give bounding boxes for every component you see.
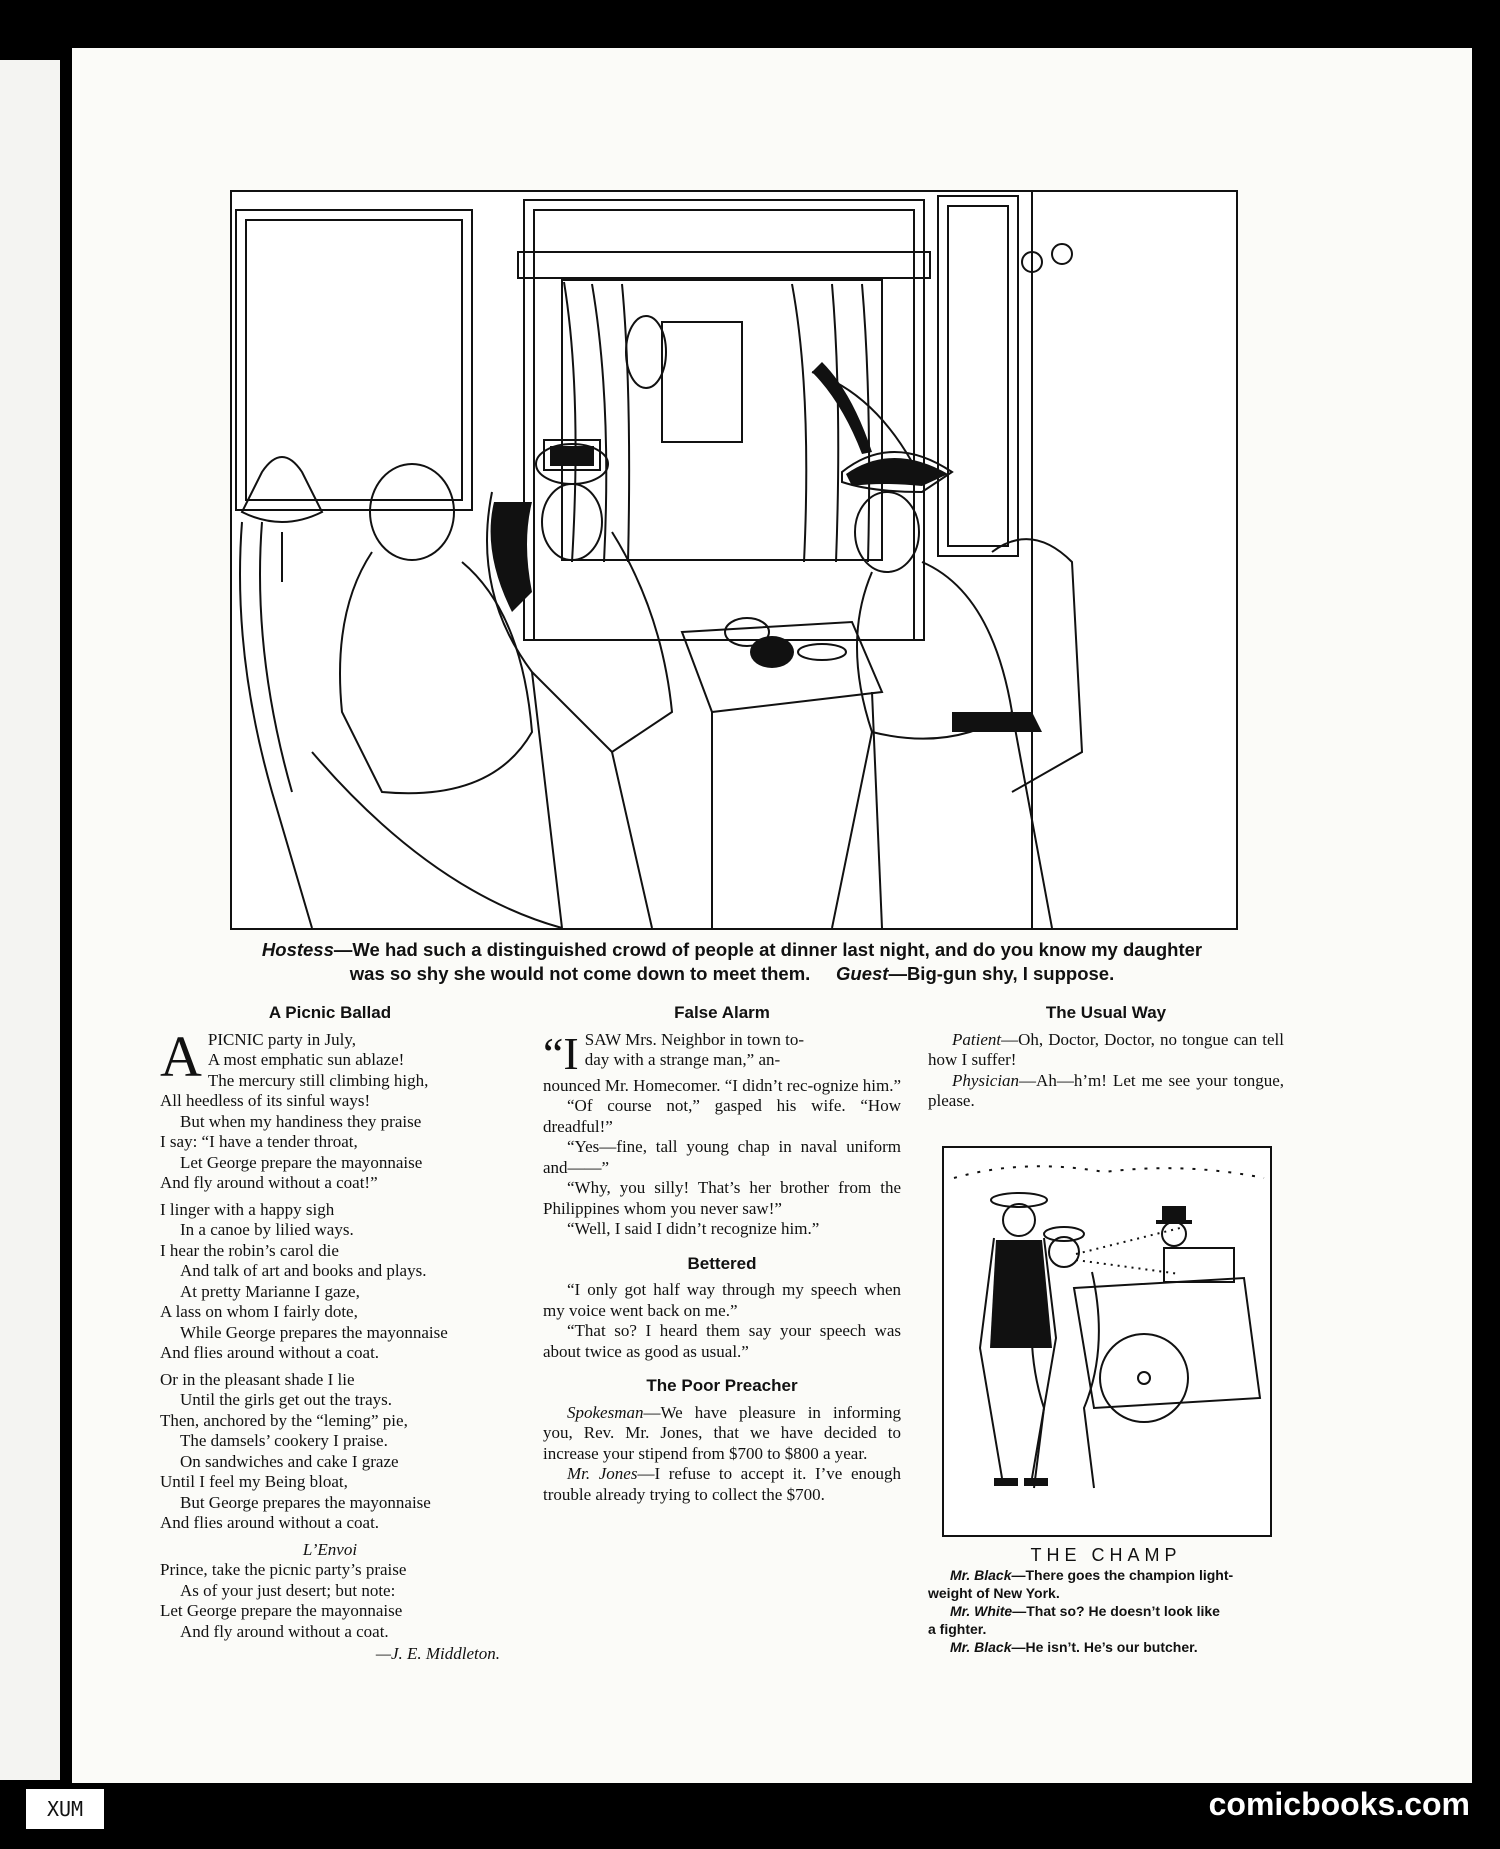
caption-hostess-line2: was so shy she would not come down to meet them.: [349, 963, 811, 984]
bettered-paragraph: “I only got half way through my speech when my voice went back on me.”: [543, 1280, 901, 1320]
ballad-line: As of your just desert; but note:: [180, 1580, 396, 1600]
false-alarm-line: SAW Mrs. Neighbor in town to-: [584, 1029, 805, 1049]
drawing-room-scene: [232, 192, 1236, 928]
ballad-line: And fly around without a coat.: [180, 1621, 389, 1641]
spokesman-text: —We have pleasure in informing you, Rev. Mr. Jones, that we have decided to increase your stipend from $700 to $800 a year.: [543, 1402, 901, 1463]
false-alarm-paragraph: “Well, I said I didn’t recognize him.”: [567, 1219, 820, 1238]
ballad-line: Let George prepare the mayonnaise: [180, 1152, 423, 1172]
ballad-author: —J. E. Middleton.: [375, 1644, 500, 1663]
false-alarm-title: False Alarm: [674, 1003, 770, 1022]
false-alarm-paragraph: “Of course not,” gasped his wife. “How dreadful!”: [543, 1096, 901, 1136]
false-alarm-line: day with a strange man,” an-: [584, 1050, 781, 1069]
ballad-line: The damsels’ cookery I praise.: [180, 1431, 388, 1450]
ballad-line: I linger with a happy sigh: [160, 1199, 335, 1219]
ballad-stanza-1: [160, 1023, 500, 1194]
brand-watermark: comicbooks.com: [1208, 1786, 1470, 1822]
ballad-line: Until I feel my Being bloat,: [160, 1472, 348, 1491]
ballad-line: And flies around without a coat.: [160, 1343, 380, 1362]
ballad-line: Let George prepare the mayonnaise: [160, 1601, 403, 1620]
ballad-line: But when my handiness they praise: [180, 1111, 422, 1131]
cartoon-illustration: [230, 190, 1238, 930]
poor-preacher-paragraph: [543, 1403, 901, 1465]
ballad-line: A lass on whom I fairly dote,: [160, 1302, 358, 1321]
false-alarm-paragraph: “Why, you silly! That’s her brother from the Philippines whom you never saw!”: [543, 1178, 901, 1218]
picnic-ballad-title: A Picnic Ballad: [268, 1003, 392, 1022]
ballad-line: And talk of art and books and plays.: [180, 1261, 427, 1280]
usual-way-title: The Usual Way: [1045, 1003, 1167, 1022]
ballad-line: Or in the pleasant shade I lie: [160, 1369, 355, 1389]
envoi-title: L’Envoi: [302, 1539, 358, 1559]
spokesman-speaker: Spokesman: [567, 1402, 644, 1422]
ballad-line: PICNIC party in July,: [207, 1029, 357, 1049]
champ-scene: [944, 1148, 1270, 1535]
mr-jones-text: —I refuse to accept it. I’ve enough trouble already trying to collect the $700.: [543, 1464, 901, 1504]
ballad-line: I say: “I have a tender throat,: [160, 1132, 358, 1151]
mr-black-speaker: Mr. Black: [950, 1567, 1012, 1583]
left-page-edge: [0, 60, 60, 1780]
bettered-title: Bettered: [687, 1253, 757, 1273]
champ-line: —There goes the champion light-: [1011, 1567, 1234, 1583]
ballad-line: And fly around without a coat!”: [160, 1173, 378, 1192]
mr-black-speaker: Mr. Black: [950, 1639, 1012, 1655]
caption-hostess-line1: —We had such a distinguished crowd of people at dinner last night, and do you know my daughter: [333, 939, 1203, 960]
picnic-ballad-column: [160, 1003, 500, 1665]
usual-way-paragraph: [928, 1030, 1284, 1071]
champ-line: weight of New York.: [928, 1585, 1060, 1601]
ballad-line: I hear the robin’s carol die: [160, 1240, 339, 1260]
middle-column: [543, 1003, 901, 1505]
champ-line: —He isn’t. He’s our butcher.: [1011, 1639, 1198, 1655]
cartoon-caption: [230, 938, 1234, 986]
ballad-line: Then, anchored by the “leming” pie,: [160, 1410, 408, 1430]
usual-way-paragraph: [928, 1071, 1284, 1112]
ballad-line: But George prepares the mayonnaise: [180, 1492, 431, 1512]
ballad-line: In a canoe by lilied ways.: [180, 1220, 354, 1239]
mr-jones-speaker: Mr. Jones: [567, 1464, 638, 1483]
caption-guest-speaker: Guest: [836, 963, 889, 984]
ballad-line: And flies around without a coat.: [160, 1513, 380, 1532]
champ-title: THE CHAMP: [1030, 1545, 1182, 1565]
mr-white-speaker: Mr. White: [950, 1603, 1013, 1619]
patient-speaker: Patient: [952, 1029, 1002, 1049]
false-alarm-body: [543, 1027, 901, 1240]
ballad-line: All heedless of its sinful ways!: [160, 1091, 371, 1110]
false-alarm-paragraph: “Yes—fine, tall young chap in naval uniform and——”: [543, 1137, 901, 1177]
ballad-line: While George prepares the mayonnaise: [180, 1322, 448, 1342]
ballad-line: On sandwiches and cake I graze: [180, 1451, 399, 1471]
champ-cartoon: [942, 1146, 1272, 1537]
false-alarm-dropcap: “I: [543, 1027, 579, 1079]
physician-text: —Ah—h’m! Let me see your tongue, please.: [928, 1070, 1284, 1110]
bettered-paragraph: “That so? I heard them say your speech was about twice as good as usual.”: [543, 1321, 901, 1361]
poor-preacher-title: The Poor Preacher: [646, 1376, 798, 1395]
ballad-line: At pretty Marianne I gaze,: [180, 1281, 360, 1301]
ballad-line: The mercury still climbing high,: [207, 1070, 429, 1090]
champ-dialogue: [928, 1566, 1258, 1656]
ballad-line: A most emphatic sun ablaze!: [207, 1050, 405, 1069]
false-alarm-paragraph: nounced Mr. Homecomer. “I didn’t rec-ognize him.”: [543, 1075, 901, 1095]
ballad-stanza-2: [160, 1200, 500, 1364]
ballad-line: Until the girls get out the trays.: [180, 1390, 392, 1409]
ballad-envoi: [160, 1560, 500, 1642]
ballad-stanza-3: [160, 1370, 500, 1534]
caption-guest-line: —Big-gun shy, I suppose.: [888, 963, 1115, 984]
ballad-dropcap: A: [160, 1023, 202, 1089]
ballad-line: Prince, take the picnic party’s praise: [160, 1560, 407, 1579]
poor-preacher-paragraph: [543, 1464, 901, 1505]
champ-line: a fighter.: [928, 1621, 987, 1637]
physician-speaker: Physician: [952, 1070, 1020, 1090]
xum-badge: XUM: [24, 1787, 106, 1831]
caption-hostess-speaker: Hostess: [261, 939, 334, 960]
patient-text: —Oh, Doctor, Doctor, no tongue can tell how I suffer!: [928, 1029, 1284, 1069]
right-column: [928, 1003, 1284, 1112]
champ-line: —That so? He doesn’t look like: [1012, 1603, 1220, 1619]
